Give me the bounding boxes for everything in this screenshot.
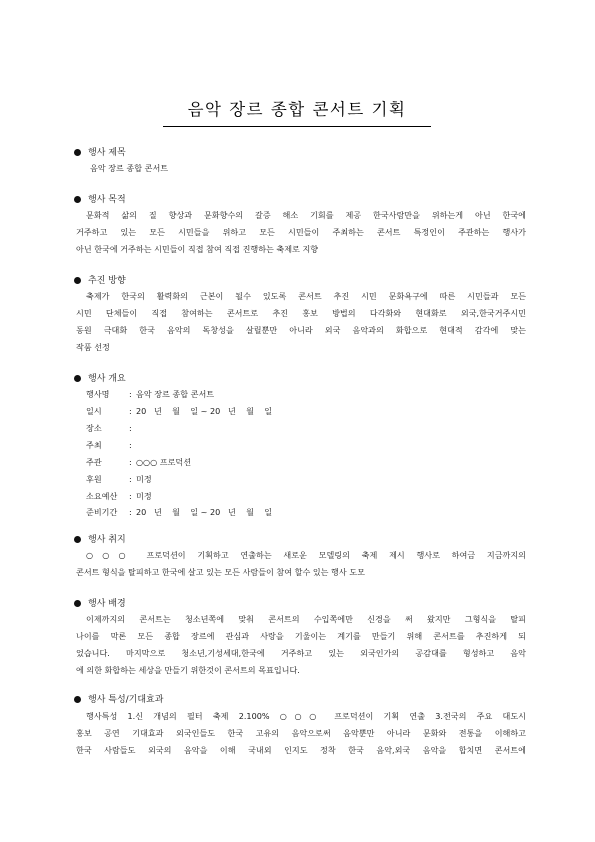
bullet-icon [74, 536, 81, 543]
section-line: 동원 극대화 한국 음악의 독창성을 살릴뿐만 아니라 외국 음악과의 화합으로 현대적 감각에 맞는 [76, 325, 526, 335]
section-heading-intent: 행사 취지 [74, 534, 126, 546]
overview-colon: : [129, 457, 132, 467]
overview-label: 준비기간 [86, 507, 118, 517]
section-line: 거주하고 있는 모든 시민들을 위하고 모든 시민들이 주최하는 콘서트 특정인이 주관하는 행사가 [76, 227, 526, 237]
section-heading-direction: 추진 방향 [74, 275, 126, 287]
bullet-icon [74, 277, 81, 284]
overview-colon: : [129, 389, 132, 399]
section-line: 에 의한 화합하는 세상을 만들기 위한것이 콘서트의 목표입니다. [76, 665, 300, 675]
bullet-icon [74, 600, 81, 607]
title-underline [163, 126, 431, 127]
overview-value: 음악 장르 종합 콘서트 [136, 389, 215, 399]
section-heading-overview: 행사 개요 [74, 373, 126, 385]
section-heading-features: 행사 특성/기대효과 [74, 694, 163, 706]
section-line: 콘서트 형식을 탈피하고 한국에 살고 있는 모든 사람들이 참여 할수 있는 행사 도모 [76, 567, 365, 577]
section-line: 이제까지의 콘서트는 청소년쪽에 맞춰 콘서트의 수입쪽에만 신경을 써 왔지만 그형식을 탈피 [86, 614, 526, 624]
section-heading-name: 행사 제목 [74, 147, 126, 159]
bullet-icon [74, 375, 81, 382]
section-line: 시민 단체들이 직접 참여하는 콘서트로 추진 홍보 방법의 다각화와 현대화로 외국,한국거주시민 [76, 308, 526, 318]
section-heading-background: 행사 배경 [74, 598, 126, 610]
overview-label: 소요예산 [86, 491, 118, 501]
overview-label: 행사명 [86, 389, 110, 399]
overview-colon: : [129, 406, 132, 416]
section-line: 나이를 막론 모든 종합 장르에 관심과 사랑을 기울이는 계기를 만들기 위해 콘서트를 추진하게 되 [76, 631, 526, 641]
bullet-icon [74, 149, 81, 156]
overview-value: 미정 [136, 474, 152, 484]
section-line: 행사특성 1.신 개념의 필터 축제 2.100% ○○○ 프로덕션이 기획 연출 3.전국의 주요 대도시 [86, 711, 526, 721]
section-line: ○○○ 프로덕션이 기획하고 연출하는 새로운 모델링의 축제 제시 행사로 하여금 지금까지의 [86, 550, 526, 560]
section-line: 음악 장르 종합 콘서트 [90, 163, 169, 173]
overview-label: 일시 [86, 406, 102, 416]
section-line: 아닌 한국에 거주하는 시민들이 직접 참여 직접 진행하는 축제로 지향 [76, 244, 319, 254]
overview-label: 후원 [86, 474, 102, 484]
section-line: 홍보 공연 기대효과 외국인들도 한국 고유의 음악으로써 음악뿐만 아니라 문화와 전통을 이해하고 [76, 728, 526, 738]
overview-colon: : [129, 423, 132, 433]
overview-value: 20 년 월 일 ~ 20 년 월 일 [136, 406, 273, 416]
section-line: 축제가 한국의 활력화의 근본이 될수 있도록 콘서트 추진 시민 문화욕구에 따른 시민들과 모든 [86, 291, 526, 301]
overview-colon: : [129, 507, 132, 517]
section-line: 었습니다. 마지막으로 청소년,기성세대,한국에 거주하고 있는 외국인가의 공감대를 형성하고 음악 [76, 648, 526, 658]
bullet-icon [74, 196, 81, 203]
overview-label: 장소 [86, 423, 102, 433]
overview-value: 20 년 월 일 ~ 20 년 월 일 [136, 507, 273, 517]
overview-colon: : [129, 491, 132, 501]
overview-colon: : [129, 440, 132, 450]
overview-label: 주관 [86, 457, 102, 467]
document-title: 음악 장르 종합 콘서트 기획 [187, 100, 407, 119]
overview-label: 주최 [86, 440, 102, 450]
overview-colon: : [129, 474, 132, 484]
overview-value: ○○○ 프로덕션 [136, 457, 192, 467]
section-line: 작품 선정 [76, 342, 110, 352]
section-line: 한국 사람들도 외국의 음악을 이해 국내외 인지도 정착 한국 음악,외국 음악을 합치면 콘서트에 [76, 745, 526, 755]
section-heading-purpose: 행사 목적 [74, 194, 126, 206]
section-line: 문화적 삶의 질 향상과 문화향수의 갈증 해소 기회를 제공 한국사람만을 위하는게 아닌 한국에 [86, 210, 526, 220]
bullet-icon [74, 696, 81, 703]
overview-value: 미정 [136, 491, 152, 501]
